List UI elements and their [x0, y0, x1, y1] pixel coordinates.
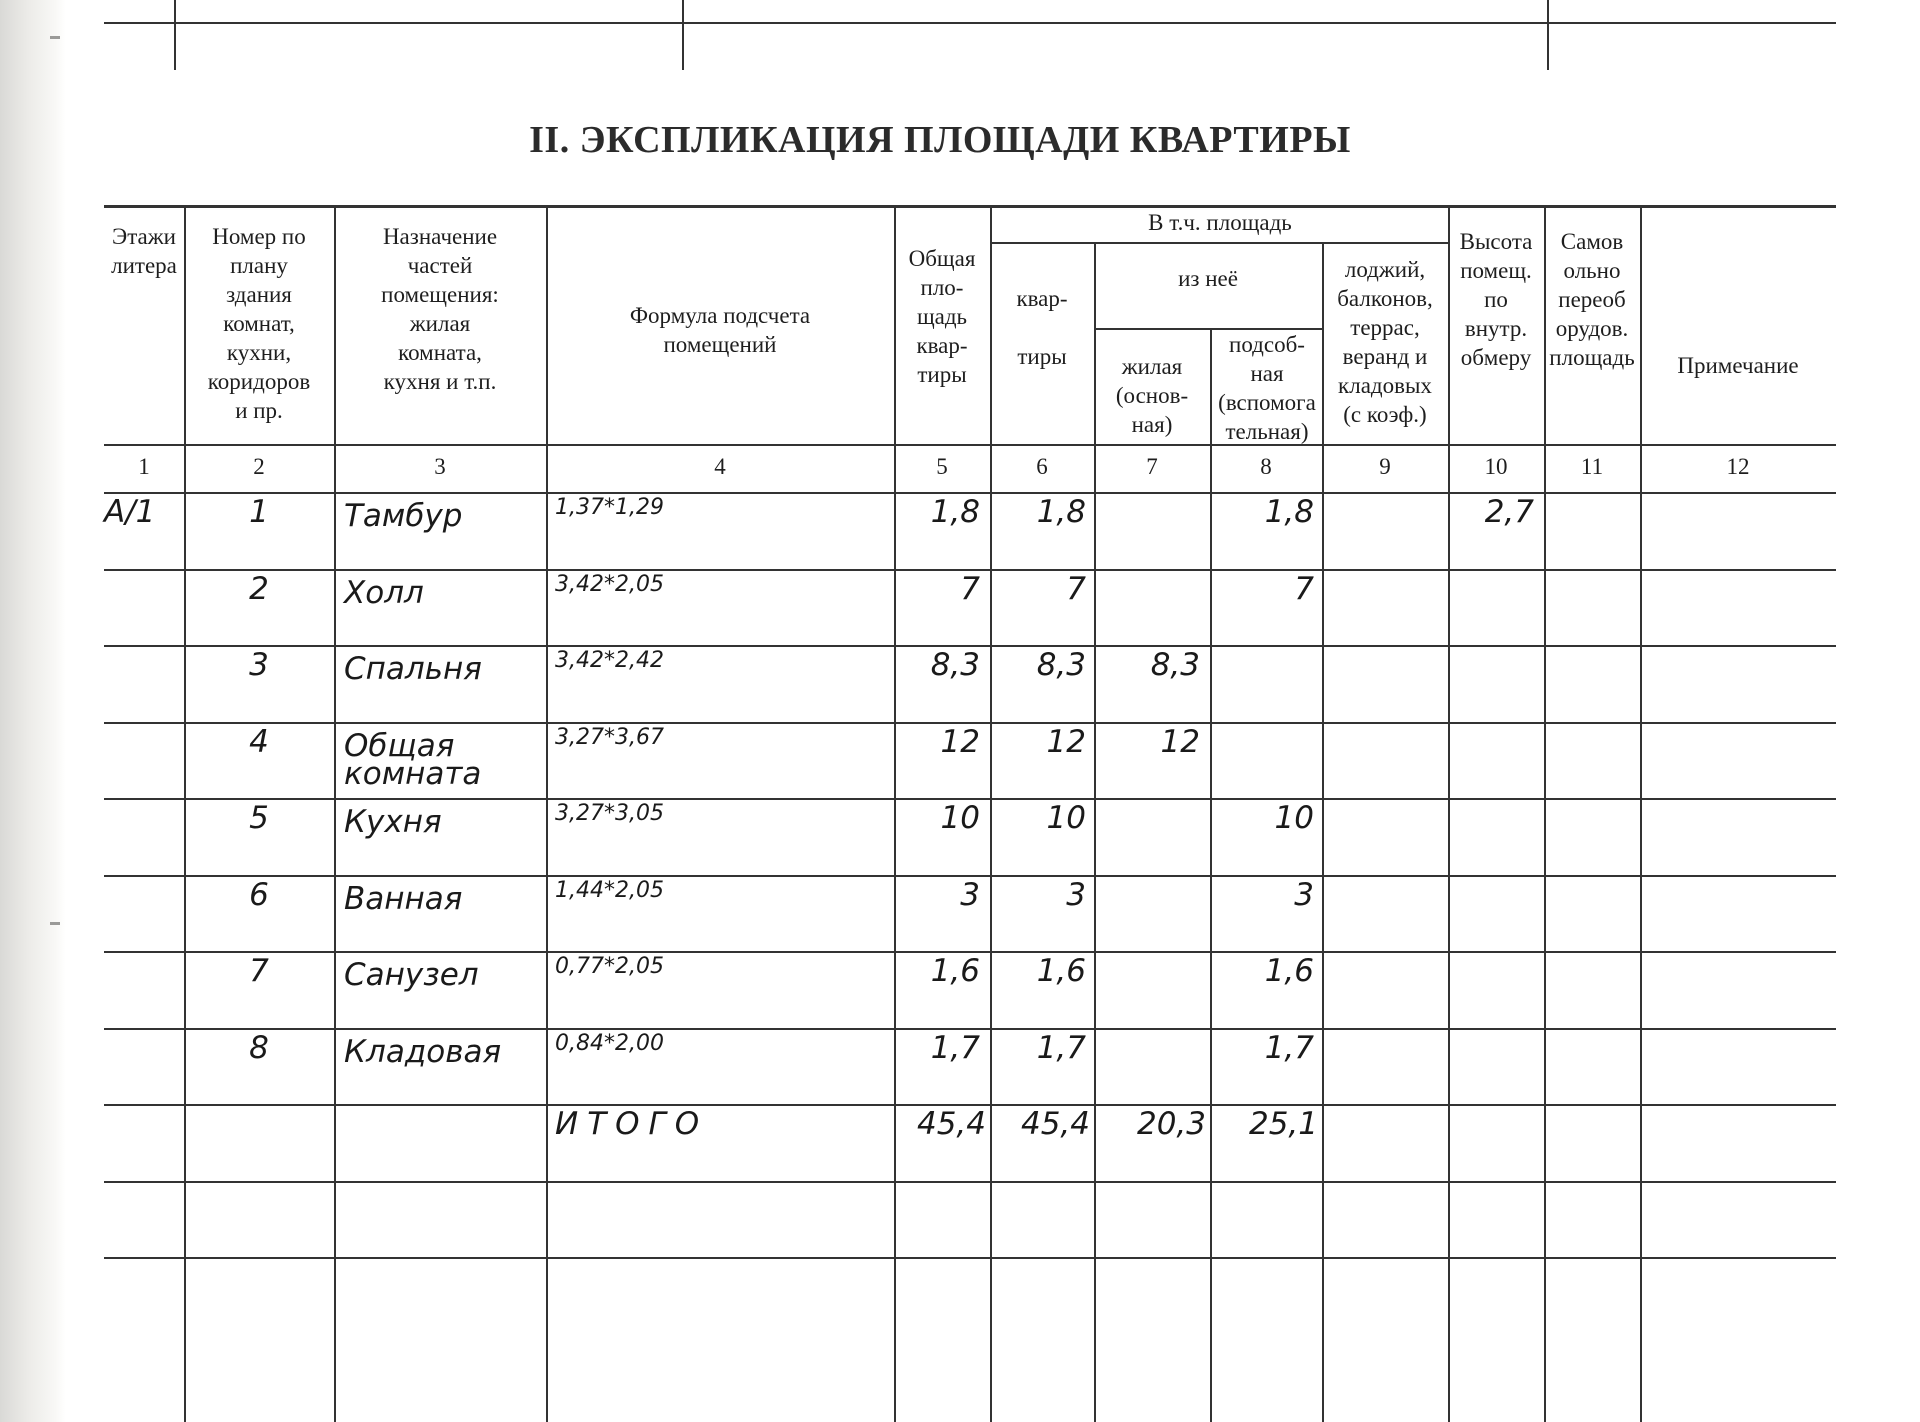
grid-line — [174, 0, 176, 70]
apartment-area-cell: 8,3 — [1036, 647, 1086, 683]
room-name-cell: Общая комната — [344, 728, 482, 792]
header-total-area: Общая пло- щадь квар- тиры — [908, 246, 976, 387]
totals-living-area: 20,3 — [1136, 1106, 1206, 1142]
formula-cell: 1,37*1,29 — [555, 495, 664, 520]
total-area-cell: 1,6 — [930, 953, 980, 989]
grid-line — [104, 205, 1836, 208]
formula-cell: 0,77*2,05 — [555, 954, 664, 979]
column-number: 7 — [1146, 454, 1158, 479]
column-number: 11 — [1580, 454, 1604, 479]
column-number: 4 — [714, 454, 726, 479]
header-apartment-area: квар- тиры — [1016, 286, 1068, 369]
header-including-area: В т.ч. площадь — [1148, 210, 1292, 235]
header-note: Примечание — [1677, 353, 1799, 378]
apartment-area-cell: 3 — [1066, 877, 1086, 913]
grid-line — [546, 205, 548, 1422]
grid-line — [990, 242, 1448, 244]
formula-cell: 3,42*2,42 — [555, 648, 664, 673]
header-self-converted: Самов ольно переоб орудов. площадь — [1549, 229, 1635, 370]
header-purpose: Назначение частей помещения: жилая комната, кухня и т.п. — [381, 224, 499, 394]
grid-line — [1210, 328, 1212, 1422]
totals-apartment-area: 45,4 — [1020, 1106, 1090, 1142]
column-number: 12 — [1726, 454, 1750, 479]
grid-line — [104, 22, 1836, 24]
total-area-cell: 8,3 — [930, 647, 980, 683]
total-area-cell: 3 — [960, 877, 980, 913]
apartment-area-cell: 1,8 — [1036, 494, 1086, 530]
grid-line — [682, 0, 684, 70]
auxiliary-area-cell: 10 — [1274, 800, 1314, 836]
header-of-which: из неё — [1178, 266, 1238, 291]
formula-cell: 3,27*3,05 — [555, 801, 664, 826]
document-title: II. ЭКСПЛИКАЦИЯ ПЛОЩАДИ КВАРТИРЫ — [529, 119, 1351, 161]
grid-line — [1640, 205, 1642, 1422]
apartment-area-cell: 1,7 — [1036, 1030, 1086, 1066]
height-cell: 2,7 — [1484, 494, 1534, 530]
totals-label: ИТОГО — [555, 1106, 709, 1142]
room-number-cell: 3 — [249, 647, 269, 683]
auxiliary-area-cell: 7 — [1294, 571, 1314, 607]
header-formula: Формула подсчета помещений — [629, 303, 811, 357]
header-height: Высота помещ. по внутр. обмеру — [1459, 229, 1533, 370]
grid-line — [104, 1257, 1836, 1259]
column-number: 5 — [936, 454, 948, 479]
total-area-cell: 7 — [960, 571, 980, 607]
room-number-cell: 8 — [249, 1030, 269, 1066]
room-name-cell: Холл — [344, 575, 424, 611]
grid-line — [1448, 205, 1450, 1422]
total-area-cell: 1,8 — [930, 494, 980, 530]
header-floors: Этажи литера — [111, 224, 177, 278]
room-number-cell: 7 — [249, 953, 269, 989]
totals-total-area: 45,4 — [916, 1106, 986, 1142]
header-auxiliary: подсоб- ная (вспомога тельная) — [1218, 332, 1316, 444]
header-living: жилая (основ- ная) — [1115, 354, 1189, 437]
room-number-cell: 4 — [249, 724, 269, 760]
column-number: 10 — [1484, 454, 1508, 479]
auxiliary-area-cell: 1,6 — [1264, 953, 1314, 989]
total-area-cell: 10 — [940, 800, 980, 836]
room-number-cell: 1 — [249, 494, 269, 530]
column-number: 3 — [434, 454, 446, 479]
apartment-area-cell: 10 — [1046, 800, 1086, 836]
grid-line — [1544, 205, 1546, 1422]
formula-cell: 0,84*2,00 — [555, 1031, 664, 1056]
formula-cell: 3,42*2,05 — [555, 572, 664, 597]
auxiliary-area-cell: 1,7 — [1264, 1030, 1314, 1066]
apartment-area-cell: 7 — [1066, 571, 1086, 607]
formula-cell: 1,44*2,05 — [555, 878, 664, 903]
column-number: 2 — [253, 454, 265, 479]
living-area-cell: 12 — [1160, 724, 1200, 760]
room-name-cell: Кухня — [344, 804, 442, 840]
floor-cell: А/1 — [104, 494, 156, 530]
grid-line — [104, 444, 1836, 446]
column-number: 8 — [1260, 454, 1272, 479]
totals-auxiliary-area: 25,1 — [1248, 1106, 1318, 1142]
column-number: 9 — [1379, 454, 1391, 479]
column-number: 1 — [138, 454, 150, 479]
room-number-cell: 2 — [249, 571, 269, 607]
room-name-cell: Спальня — [344, 651, 482, 687]
room-number-cell: 6 — [249, 877, 269, 913]
room-name-cell: Ванная — [344, 881, 463, 917]
room-name-cell: Санузел — [344, 957, 479, 993]
formula-cell: 3,27*3,67 — [555, 725, 664, 750]
living-area-cell: 8,3 — [1150, 647, 1200, 683]
auxiliary-area-cell: 3 — [1294, 877, 1314, 913]
room-name-cell: Кладовая — [344, 1034, 502, 1070]
total-area-cell: 1,7 — [930, 1030, 980, 1066]
header-plan-number: Номер по плану здания комнат, кухни, коридоров и пр. — [207, 224, 311, 423]
grid-line — [1547, 0, 1549, 70]
auxiliary-area-cell: 1,8 — [1264, 494, 1314, 530]
grid-line — [104, 1181, 1836, 1183]
apartment-area-cell: 1,6 — [1036, 953, 1086, 989]
column-number: 6 — [1036, 454, 1048, 479]
room-number-cell: 5 — [249, 800, 269, 836]
room-name-cell: Тамбур — [344, 498, 463, 534]
total-area-cell: 12 — [940, 724, 980, 760]
apartment-area-cell: 12 — [1046, 724, 1086, 760]
header-loggias: лоджий, балконов, террас, веранд и кладовых (с коэф.) — [1337, 257, 1433, 427]
